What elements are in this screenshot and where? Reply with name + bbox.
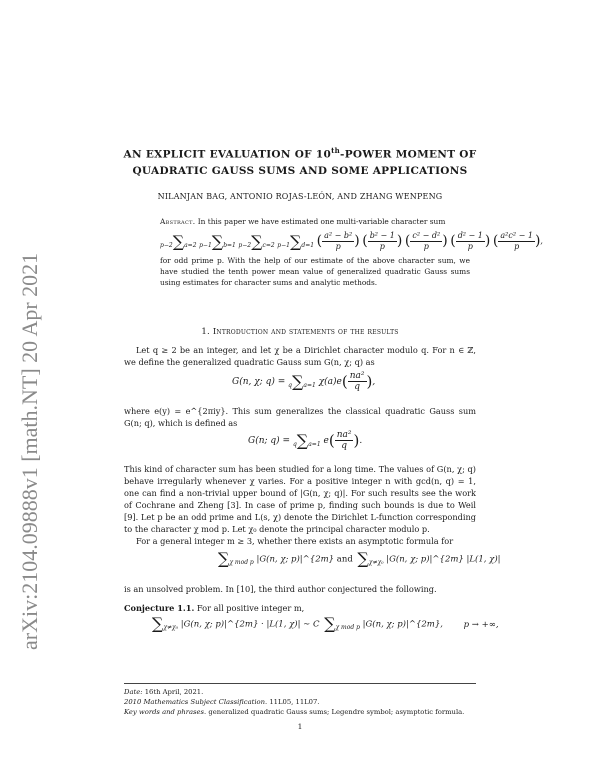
sum-b: p−1∑b=1 [199, 231, 236, 251]
title-line1-after: -POWER MOMENT OF [340, 148, 477, 161]
legendre-term-1: $\frac{\text{a² − b²}}{p}$ [324, 231, 353, 251]
conjecture-statement [124, 602, 476, 614]
author-list: NILANJAN BAG, ANTONIO ROJAS-LEÓN, AND ZHANG WENPENG [157, 192, 443, 201]
conjecture-label: Conjecture 1.1. [124, 603, 195, 613]
footnotes [124, 683, 476, 717]
abstract-intro: In this paper we have estimated one multi-variable character sum [197, 217, 446, 226]
legendre-term-5: $\frac{\text{a²c² − 1}}{p}$ [500, 231, 533, 251]
equation-moments: ∑χ mod p |G(n, χ; p)|^{2m} and ∑χ≠χ₀ |G(n, χ; p)|^{2m} |L(1, χ)| [217, 549, 501, 568]
abstract [160, 216, 543, 288]
legendre-term-4: $\frac{\text{d² − 1}}{p}$ [457, 231, 483, 251]
equation-generalized-gauss-sum: G(n, χ; q) = q∑a=1 χ(a)e( $\frac{\text{na²}}{q}$ ), [232, 371, 376, 392]
title-superscript: th [331, 146, 341, 155]
arxiv-stamp [5, 120, 51, 660]
footnote-keywords: Key words and phrases. generalized quadratic Gauss sums; Legendre symbol; asymptotic formula. [124, 708, 465, 716]
abstract-body: for odd prime p. With the help of our estimate of the above character sum, we have studied the tenth power mean value of generalized quadratic Gauss sums using estimates for character sums and analytic methods. [160, 256, 470, 287]
paragraph-question: For a general integer m ≥ 3, whether there exists an asymptotic formula for [136, 536, 454, 546]
paragraph-definition: Let q ≥ 2 be an integer, and let χ be a Dirichlet character modulo q. For n ∈ ℤ, we define the generalized quadratic Gauss sum G(n, χ; q) as [124, 345, 476, 367]
legendre-term-3: $\frac{\text{c² − d²}}{p}$ [412, 231, 441, 251]
sum-d: p−1∑d=1 [277, 231, 315, 251]
title-line2: QUADRATIC GAUSS SUMS AND SOME APPLICATIONS [132, 164, 468, 177]
equation-conjecture: ∑χ≠χ₀ |G(n, χ; p)|^{2m} · |L(1, χ)| ∼ C ∑χ mod p |G(n, χ; p)|^{2m}, p → +∞, [151, 614, 499, 633]
abstract-heading: Abstract. [160, 217, 196, 226]
paragraph-unsolved: is an unsolved problem. In [10], the third author conjectured the following. [124, 584, 437, 594]
section-heading: 1. Introduction and statements of the results [201, 327, 399, 337]
footnote-date: Date: 16th April, 2021. [124, 688, 204, 696]
sum-c: p−2∑c=2 [238, 231, 275, 251]
abstract-equation: p−2∑a=2 p−1∑b=1 p−2∑c=2 p−1∑d=1 ( $\frac{\text{a² − b²}}{p}$ ) ( $\frac{\text{b² − 1}}{p}$ ) ( $\frac{\text{c² − d²}}{p}$ ) ( $\frac{\text{d² − 1}}{p}$ ) ( $\frac{\text{a²c² − 1}}{p}$ ), [160, 231, 543, 251]
paragraph-classical: where e(y) = e^{2πiy}. This sum generalizes the classical quadratic Gauss sum G(n; q), which is defined as [124, 406, 476, 428]
conjecture-text: For all positive integer m, [196, 603, 305, 613]
equation-classical-gauss-sum: G(n; q) = q∑a=1 e( $\frac{\text{na²}}{q}$ ). [248, 430, 363, 451]
legendre-term-2: $\frac{\text{b² − 1}}{p}$ [369, 231, 395, 251]
footnote-msc: 2010 Mathematics Subject Classification. 11L05, 11L07. [124, 698, 320, 706]
sum-a: p−2∑a=2 [160, 231, 197, 251]
arxiv-stamp-text: arXiv:2104.09888v1 [math.NT] 20 Apr 2021 [17, 252, 42, 650]
paragraph-history: This kind of character sum has been studied for a long time. The values of G(n, χ; q) behave irregularly whenever χ varies. For a positive integer n with gcd(n, q) = 1, one can find a non-trivial upper bound of |G(n, χ; q)|. For such results see the work of Cochrane and Zheng [3]. In case of prime p, finding such bounds is due to Weil [9]. Let p be an odd prime and L(s, χ) denote the Dirichlet L-function corresponding to the character χ mod p. Let χ₀ denote the principal character modulo p. [124, 464, 476, 534]
title-line1-before: AN EXPLICIT EVALUATION OF 10 [123, 148, 332, 161]
page-number: 1 [297, 722, 303, 731]
paper-title [90, 143, 510, 179]
